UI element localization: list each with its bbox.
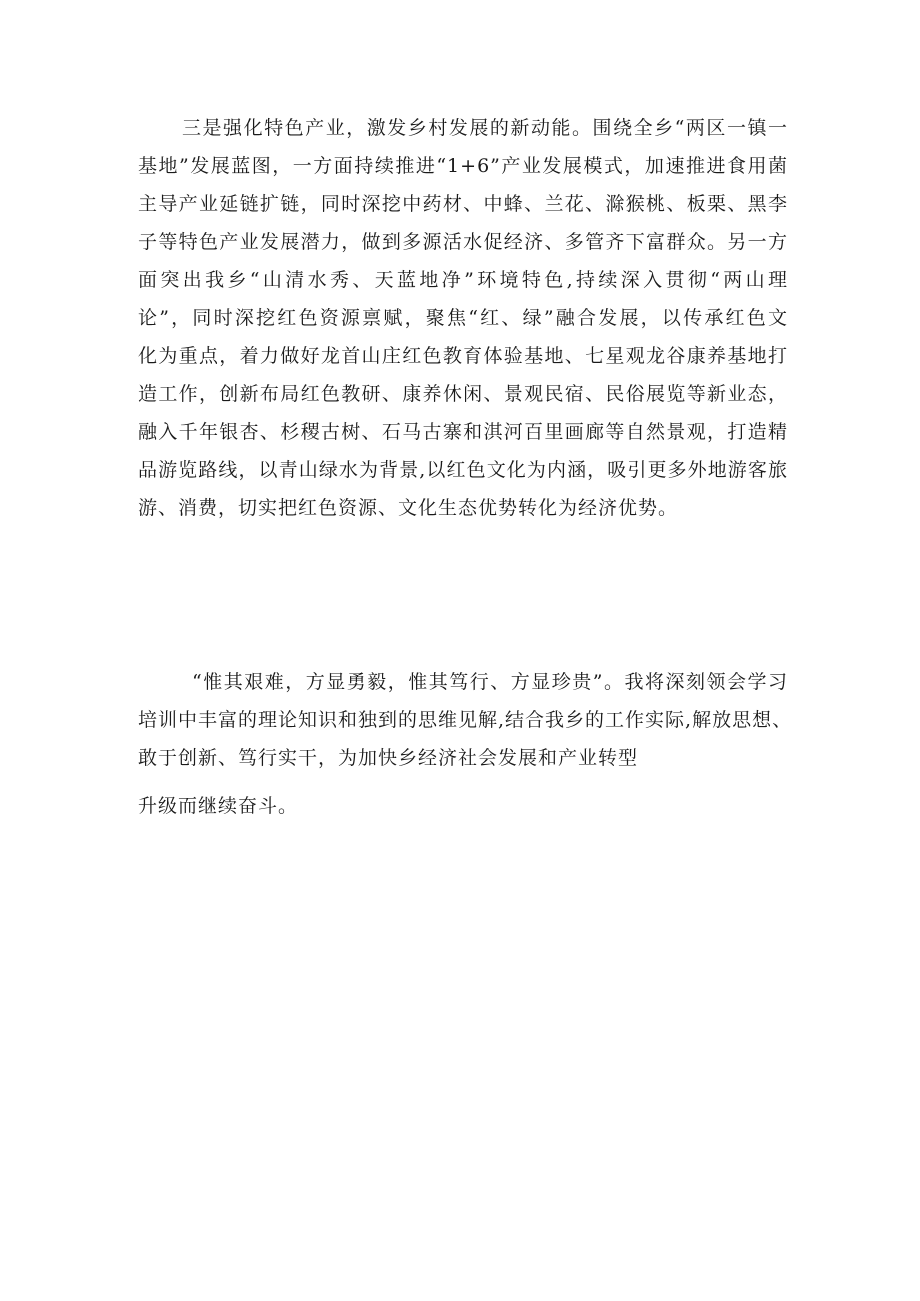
text-line: 面突出我乡“山清水秀、天蓝地净”环境特色,持续深入贯彻“两山理 bbox=[138, 269, 788, 291]
text-line: 主导产业延链扩链，同时深挖中药材、中蜂、兰花、滁猴桃、板栗、黑李 bbox=[138, 193, 788, 215]
text-line: 敢于创新、笃行实干，为加快乡经济社会发展和产业转型 bbox=[138, 747, 639, 769]
text-line: 化为重点，着力做好龙首山庄红色教育体验基地、七星观龙谷康养基地打 bbox=[138, 345, 788, 367]
paragraph-conclusion bbox=[138, 663, 793, 777]
paragraph-industry bbox=[138, 109, 788, 527]
text-line: 品游览路线，以青山绿水为背景,以红色文化为内涵，吸引更多外地游客旅 bbox=[138, 459, 788, 481]
text-line: 融入千年银杏、杉稷古树、石马古寨和淇河百里画廊等自然景观，打造精 bbox=[138, 421, 788, 443]
text-line: 论”，同时深挖红色资源禀赋，聚焦“红、绿”融合发展，以传承红色文 bbox=[138, 307, 788, 329]
text-line: 基地”发展蓝图，一方面持续推进“1+6”产业发展模式，加速推进食用菌 bbox=[138, 155, 788, 177]
text-line: 子等特色产业发展潜力，做到多源活水促经济、多管齐下富群众。另一方 bbox=[138, 231, 788, 253]
text-line: 升级而继续奋斗。 bbox=[138, 795, 299, 817]
text-line: 三是强化特色产业，激发乡村发展的新动能。围绕全乡“两区一镇一 bbox=[182, 117, 788, 139]
text-line: 造工作，创新布局红色教研、康养休闲、景观民宿、民俗展览等新业态， bbox=[138, 383, 788, 405]
text-line: 培训中丰富的理论知识和独到的思维见解,结合我乡的工作实际,解放思想、 bbox=[138, 709, 793, 731]
text-line: 游、消费，切实把红色资源、文化生态优势转化为经济优势。 bbox=[138, 497, 679, 519]
paragraph-closing bbox=[138, 787, 788, 825]
text-line: “惟其艰难，方显勇毅，惟其笃行、方显珍贵”。我将深刻领会学习 bbox=[192, 671, 788, 693]
